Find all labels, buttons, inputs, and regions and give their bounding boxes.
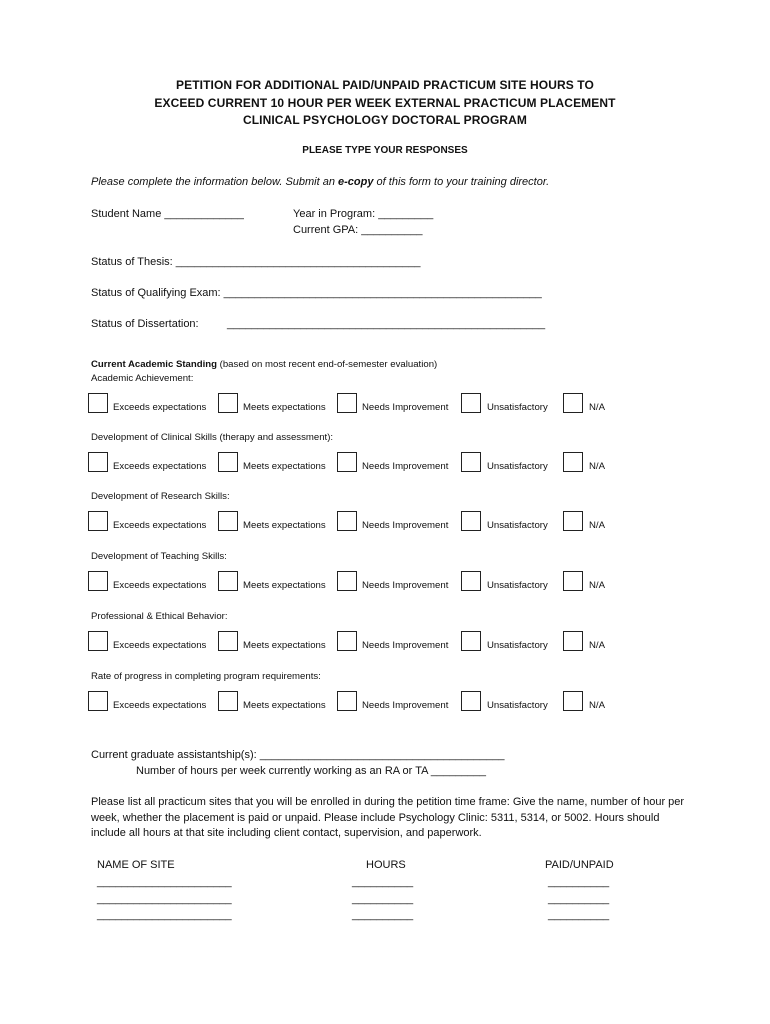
status-thesis-field[interactable]: Status of Thesis: ________________________________________ (91, 256, 421, 268)
unsatisfactory-label: Unsatisfactory (487, 402, 548, 413)
status-dissertation-label: Status of Dissertation: (91, 318, 199, 330)
standing-category-label: Rate of progress in completing program requirements: (91, 671, 321, 682)
meets-expectations-label: Meets expectations (243, 640, 326, 651)
instructions (91, 176, 549, 188)
site-paid-unpaid-field[interactable]: __________ (548, 876, 610, 888)
academic-standing-heading-note: (based on most recent end-of-semester evaluation) (216, 359, 438, 370)
meets-expectations-checkbox[interactable] (218, 691, 238, 711)
academic-standing-heading-bold: Current Academic Standing (91, 359, 217, 370)
site-hours-field[interactable]: __________ (352, 893, 414, 905)
unsatisfactory-label: Unsatisfactory (487, 700, 548, 711)
na-label: N/A (589, 640, 605, 651)
needs-improvement-label: Needs Improvement (362, 402, 449, 413)
na-checkbox[interactable] (563, 452, 583, 472)
practicum-instructions: Please list all practicum sites that you will be enrolled in during the petition time frame: Give the name, number of hour per week, whether the placement is paid or unpaid. Please include Psychology Clinic: 5311, 5314, or 5002. Hours should include all hours at that site including client contact, supervision, and paperwork. (91, 796, 685, 839)
site-name-field[interactable]: ______________________ (97, 909, 232, 921)
exceeds-expectations-label: Exceeds expectations (113, 461, 207, 472)
col-header-hours: HOURS (366, 859, 406, 871)
status-dissertation-field[interactable]: ____________________________________________________ (227, 318, 546, 330)
student-name-field[interactable]: Student Name _____________ (91, 208, 244, 220)
na-checkbox[interactable] (563, 393, 583, 413)
exceeds-expectations-checkbox[interactable] (88, 393, 108, 413)
standing-category-label: Development of Teaching Skills: (91, 551, 227, 562)
meets-expectations-checkbox[interactable] (218, 571, 238, 591)
meets-expectations-label: Meets expectations (243, 700, 326, 711)
unsatisfactory-label: Unsatisfactory (487, 580, 548, 591)
na-checkbox[interactable] (563, 511, 583, 531)
current-gpa-field[interactable]: Current GPA: __________ (293, 224, 423, 236)
unsatisfactory-checkbox[interactable] (461, 452, 481, 472)
instructions-text: Please complete the information below. Submit an (91, 176, 339, 188)
needs-improvement-label: Needs Improvement (362, 580, 449, 591)
meets-expectations-checkbox[interactable] (218, 631, 238, 651)
exceeds-expectations-label: Exceeds expectations (113, 700, 207, 711)
instructions-ecopy: e-copy (338, 176, 374, 188)
form-title-line-1: PETITION FOR ADDITIONAL PAID/UNPAID PRACTICUM SITE HOURS TO (176, 78, 594, 92)
exceeds-expectations-checkbox[interactable] (88, 571, 108, 591)
site-paid-unpaid-field[interactable]: __________ (548, 909, 610, 921)
unsatisfactory-label: Unsatisfactory (487, 640, 548, 651)
na-label: N/A (589, 520, 605, 531)
unsatisfactory-checkbox[interactable] (461, 691, 481, 711)
form-title-line-2: EXCEED CURRENT 10 HOUR PER WEEK EXTERNAL PRACTICUM PLACEMENT (154, 96, 616, 110)
meets-expectations-label: Meets expectations (243, 461, 326, 472)
site-hours-field[interactable]: __________ (352, 876, 414, 888)
na-checkbox[interactable] (563, 631, 583, 651)
meets-expectations-checkbox[interactable] (218, 511, 238, 531)
needs-improvement-label: Needs Improvement (362, 640, 449, 651)
exceeds-expectations-label: Exceeds expectations (113, 580, 207, 591)
form-subtitle: PLEASE TYPE YOUR RESPONSES (302, 145, 468, 156)
exceeds-expectations-checkbox[interactable] (88, 691, 108, 711)
exceeds-expectations-label: Exceeds expectations (113, 640, 207, 651)
unsatisfactory-label: Unsatisfactory (487, 520, 548, 531)
na-checkbox[interactable] (563, 571, 583, 591)
exceeds-expectations-checkbox[interactable] (88, 511, 108, 531)
standing-category-label: Professional & Ethical Behavior: (91, 611, 228, 622)
standing-category-label: Development of Research Skills: (91, 491, 230, 502)
col-header-paid-unpaid: PAID/UNPAID (545, 859, 614, 871)
form-title-line-3: CLINICAL PSYCHOLOGY DOCTORAL PROGRAM (242, 113, 528, 127)
site-name-field[interactable]: ______________________ (97, 876, 232, 888)
meets-expectations-checkbox[interactable] (218, 393, 238, 413)
meets-expectations-label: Meets expectations (243, 580, 326, 591)
standing-category-label: Development of Clinical Skills (therapy and assessment): (91, 432, 334, 443)
needs-improvement-label: Needs Improvement (362, 520, 449, 531)
needs-improvement-checkbox[interactable] (337, 452, 357, 472)
needs-improvement-label: Needs Improvement (362, 461, 449, 472)
exceeds-expectations-label: Exceeds expectations (113, 402, 207, 413)
site-name-field[interactable]: ______________________ (97, 893, 232, 905)
year-in-program-field[interactable]: Year in Program: _________ (293, 208, 434, 220)
standing-category-label: Academic Achievement: (91, 373, 194, 384)
needs-improvement-checkbox[interactable] (337, 571, 357, 591)
exceeds-expectations-label: Exceeds expectations (113, 520, 207, 531)
na-label: N/A (589, 580, 605, 591)
site-hours-field[interactable]: __________ (352, 909, 414, 921)
exceeds-expectations-checkbox[interactable] (88, 631, 108, 651)
ra-ta-hours-field[interactable]: Number of hours per week currently working as an RA or TA _________ (136, 765, 486, 777)
meets-expectations-checkbox[interactable] (218, 452, 238, 472)
needs-improvement-checkbox[interactable] (337, 393, 357, 413)
needs-improvement-label: Needs Improvement (362, 700, 449, 711)
needs-improvement-checkbox[interactable] (337, 691, 357, 711)
meets-expectations-label: Meets expectations (243, 402, 326, 413)
needs-improvement-checkbox[interactable] (337, 631, 357, 651)
na-label: N/A (589, 700, 605, 711)
col-header-name-of-site: NAME OF SITE (97, 859, 175, 871)
na-checkbox[interactable] (563, 691, 583, 711)
unsatisfactory-checkbox[interactable] (461, 631, 481, 651)
unsatisfactory-checkbox[interactable] (461, 393, 481, 413)
instructions-text-end: of this form to your training director. (373, 176, 550, 188)
status-qualifying-exam-field[interactable]: Status of Qualifying Exam: ____________________________________________________ (91, 287, 542, 299)
unsatisfactory-label: Unsatisfactory (487, 461, 548, 472)
graduate-assistantship-field[interactable]: Current graduate assistantship(s): ________________________________________ (91, 749, 505, 761)
na-label: N/A (589, 402, 605, 413)
meets-expectations-label: Meets expectations (243, 520, 326, 531)
unsatisfactory-checkbox[interactable] (461, 511, 481, 531)
unsatisfactory-checkbox[interactable] (461, 571, 481, 591)
needs-improvement-checkbox[interactable] (337, 511, 357, 531)
na-label: N/A (589, 461, 605, 472)
site-paid-unpaid-field[interactable]: __________ (548, 893, 610, 905)
academic-standing-heading (91, 359, 437, 370)
exceeds-expectations-checkbox[interactable] (88, 452, 108, 472)
